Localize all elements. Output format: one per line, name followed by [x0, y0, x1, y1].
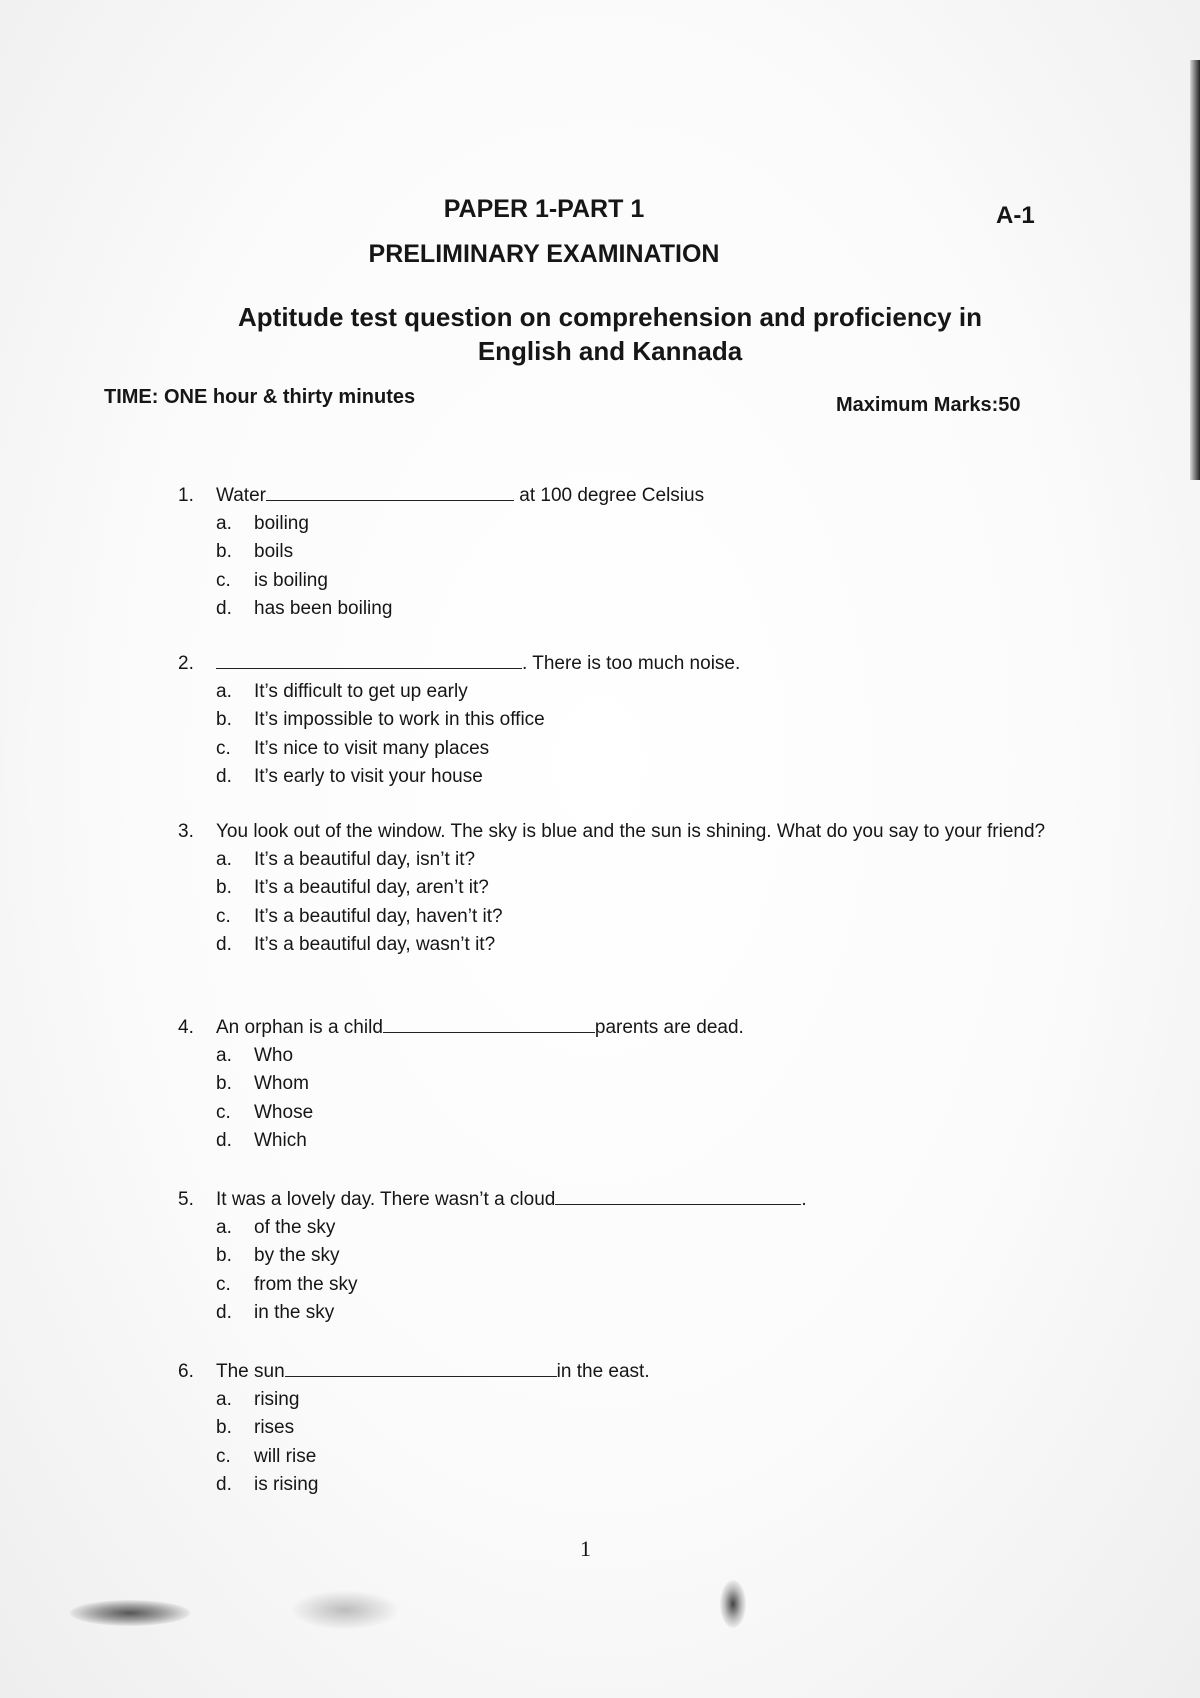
exam-title: PRELIMINARY EXAMINATION	[368, 240, 720, 268]
option-text: rises	[254, 1417, 295, 1439]
answer-blank	[216, 650, 522, 669]
option-text: Whom	[254, 1073, 309, 1095]
option-label: a.	[216, 513, 232, 534]
question-text	[216, 1358, 1058, 1386]
question-text-before: The sun	[216, 1361, 285, 1382]
option-text: It’s difficult to get up early	[254, 681, 468, 702]
question-text: You look out of the window. The sky is blue and the sun is shining. What do you say to your friend?	[216, 821, 1046, 842]
option-d	[178, 595, 1058, 623]
answer-blank	[555, 1186, 801, 1205]
option-c	[178, 735, 1058, 763]
option-d	[178, 1127, 1058, 1155]
scan-smudge	[70, 1600, 190, 1626]
option-label: d.	[216, 597, 232, 619]
option-label: d.	[216, 765, 232, 787]
page-edge-shadow	[1190, 60, 1200, 480]
option-label: d.	[216, 1473, 232, 1495]
option-text: boils	[254, 541, 294, 563]
option-label: a.	[216, 1045, 232, 1066]
option-b	[178, 874, 1058, 902]
option-label: d.	[216, 1129, 232, 1151]
option-b	[178, 538, 1058, 566]
option-label: a.	[216, 1389, 232, 1410]
option-text: It’s impossible to work in this office	[254, 709, 545, 731]
option-label: b.	[216, 541, 232, 563]
question-number: 3.	[178, 821, 194, 842]
option-label: c.	[216, 905, 231, 927]
question-text-after: at 100 degree Celsius	[513, 485, 705, 506]
subtitle	[150, 300, 1070, 368]
option-text: It’s early to visit your house	[254, 765, 483, 787]
option-a	[178, 678, 1058, 706]
option-label: b.	[216, 1073, 232, 1095]
option-a	[178, 510, 1058, 538]
option-label: d.	[216, 1301, 232, 1323]
option-text: is boiling	[254, 569, 328, 591]
option-text: is rising	[254, 1473, 319, 1495]
subtitle-line-1: Aptitude test question on comprehension and proficiency in	[238, 302, 982, 332]
question-number: 1.	[178, 485, 194, 506]
question-text	[216, 482, 1058, 510]
option-text: Which	[254, 1129, 307, 1151]
option-label: b.	[216, 709, 232, 731]
option-d	[178, 931, 1058, 959]
question-3	[178, 818, 1058, 959]
option-a	[178, 846, 1058, 874]
paper-code: A-1	[996, 202, 1035, 229]
option-label: b.	[216, 877, 232, 899]
question-number: 2.	[178, 653, 194, 674]
option-text: has been boiling	[254, 597, 393, 619]
option-text: boiling	[254, 513, 309, 534]
option-text: in the sky	[254, 1301, 335, 1323]
question-text-before: An orphan is a child	[216, 1017, 383, 1038]
subtitle-line-2: English and Kannada	[477, 336, 743, 366]
question-number: 6.	[178, 1361, 194, 1382]
option-text: will rise	[254, 1445, 317, 1467]
paper-title: PAPER 1-PART 1	[443, 195, 645, 223]
question-text	[216, 1014, 1058, 1042]
answer-blank	[285, 1358, 557, 1377]
option-text: It’s nice to visit many places	[254, 737, 490, 759]
option-label: a.	[216, 681, 232, 702]
question-4	[178, 1014, 1058, 1155]
answer-blank	[383, 1014, 595, 1033]
option-label: c.	[216, 569, 231, 591]
scan-smudge	[290, 1590, 400, 1630]
answer-blank	[266, 482, 514, 501]
option-label: c.	[216, 1273, 231, 1295]
option-text: of the sky	[254, 1217, 336, 1238]
question-number: 4.	[178, 1017, 194, 1038]
option-label: c.	[216, 1445, 231, 1467]
option-b	[178, 1070, 1058, 1098]
option-label: b.	[216, 1245, 232, 1267]
option-label: b.	[216, 1417, 232, 1439]
question-1	[178, 482, 1058, 623]
option-a	[178, 1214, 1058, 1242]
question-5	[178, 1186, 1058, 1327]
option-d	[178, 1471, 1058, 1499]
option-label: c.	[216, 1101, 231, 1123]
option-label: a.	[216, 849, 232, 870]
question-6	[178, 1358, 1058, 1499]
option-text: Who	[254, 1045, 294, 1066]
option-text: It’s a beautiful day, wasn’t it?	[254, 933, 496, 955]
question-text-after: .	[801, 1189, 807, 1210]
option-b	[178, 1414, 1058, 1442]
scan-smudge	[720, 1580, 746, 1628]
question-text-after: parents are dead.	[594, 1017, 744, 1038]
page-number: 1	[580, 1536, 591, 1561]
question-text-after: . There is too much noise.	[522, 653, 741, 674]
option-a	[178, 1386, 1058, 1414]
option-text: It’s a beautiful day, isn’t it?	[254, 849, 476, 870]
option-b	[178, 1242, 1058, 1270]
question-text-after: in the east.	[556, 1361, 650, 1382]
option-text: It’s a beautiful day, haven’t it?	[254, 905, 503, 927]
question-2	[178, 650, 1058, 791]
option-c	[178, 1099, 1058, 1127]
option-c	[178, 903, 1058, 931]
option-c	[178, 1443, 1058, 1471]
option-text: from the sky	[254, 1273, 358, 1295]
option-c	[178, 1271, 1058, 1299]
option-b	[178, 706, 1058, 734]
option-text: rising	[254, 1389, 300, 1410]
time-allowed: TIME: ONE hour & thirty minutes	[104, 386, 416, 408]
option-d	[178, 763, 1058, 791]
option-text: by the sky	[254, 1245, 340, 1267]
question-text-before: Water	[216, 485, 266, 506]
option-text: Whose	[254, 1101, 314, 1123]
option-text: It’s a beautiful day, aren’t it?	[254, 877, 489, 899]
question-number: 5.	[178, 1189, 194, 1210]
question-text	[216, 1186, 1058, 1214]
maximum-marks: Maximum Marks:50	[836, 394, 1021, 416]
option-label: c.	[216, 737, 231, 759]
option-label: a.	[216, 1217, 232, 1238]
question-text-before: It was a lovely day. There wasn’t a cloud	[216, 1189, 556, 1210]
option-c	[178, 567, 1058, 595]
question-text	[216, 650, 1058, 678]
option-d	[178, 1299, 1058, 1327]
option-label: d.	[216, 933, 232, 955]
option-a	[178, 1042, 1058, 1070]
